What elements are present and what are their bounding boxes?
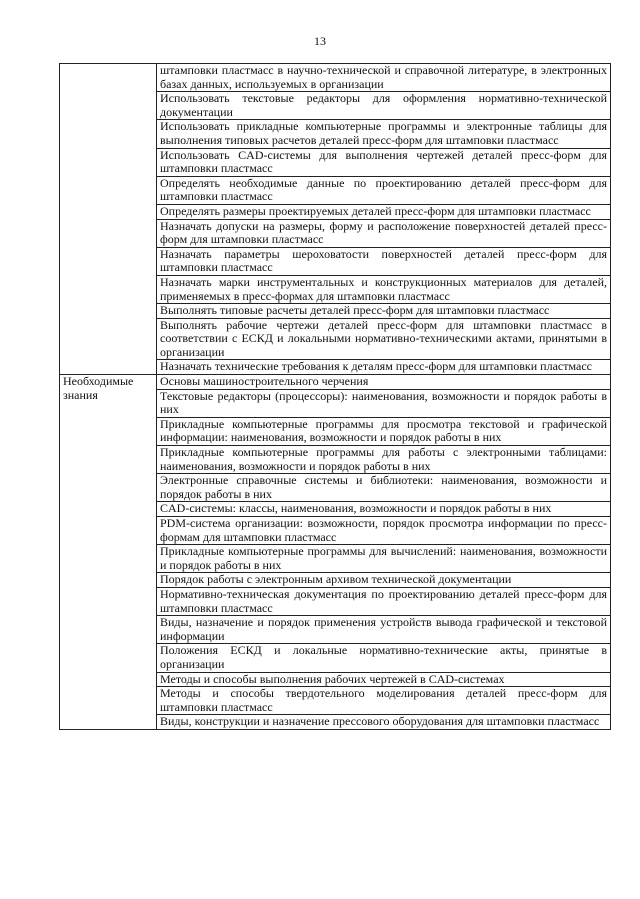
skill-item: Определять необходимые данные по проектированию деталей пресс-форм для штамповки пластмасс: [157, 176, 611, 204]
table-row: [60, 375, 611, 390]
knowledge-item: PDM-система организации: возможности, порядок просмотра информации по пресс-формам для штамповки пластмасс: [157, 517, 611, 545]
skill-item: Выполнять рабочие чертежи деталей пресс-форм для штамповки пластмасс в соответствии с ЕСКД и локальными нормативно-техническими актами, принятыми в организации: [157, 318, 611, 360]
skill-item: Назначать параметры шероховатости поверхностей деталей пресс-форм для штамповки пластмасс: [157, 247, 611, 275]
knowledge-item: Методы и способы твердотельного моделирования деталей пресс-форм для штамповки пластмасс: [157, 687, 611, 715]
knowledge-item: Основы машиностроительного черчения: [157, 375, 611, 390]
knowledge-item: Методы и способы выполнения рабочих чертежей в CAD-системах: [157, 672, 611, 687]
knowledge-item: Электронные справочные системы и библиотеки: наименования, возможности и порядок работы в них: [157, 474, 611, 502]
page-number: 13: [314, 34, 326, 48]
skill-item: Выполнять типовые расчеты деталей пресс-форм для штамповки пластмасс: [157, 304, 611, 319]
knowledge-item: Нормативно-техническая документация по проектированию деталей пресс-форм для штамповки пластмасс: [157, 587, 611, 615]
skill-item: Назначать технические требования к деталям пресс-форм для штамповки пластмасс: [157, 360, 611, 375]
knowledge-item: Порядок работы с электронным архивом технической документации: [157, 573, 611, 588]
skill-item: Использовать прикладные компьютерные программы и электронные таблицы для выполнения типовых расчетов деталей пресс-форм для штамповки пластмасс: [157, 120, 611, 148]
skills-label-cell: [60, 64, 157, 375]
table-row: [60, 64, 611, 92]
skill-item: штамповки пластмасс в научно-технической и справочной литературе, в электронных базах данных, используемых в организации: [157, 64, 611, 92]
knowledge-label: Необходимые знания: [60, 375, 157, 730]
skill-item: Использовать CAD-системы для выполнения чертежей деталей пресс-форм для штамповки пластмасс: [157, 148, 611, 176]
knowledge-item: Виды, назначение и порядок применения устройств вывода графической и текстовой информации: [157, 616, 611, 644]
knowledge-item: Прикладные компьютерные программы для просмотра текстовой и графической информации: наименования, возможности и порядок работы в них: [157, 417, 611, 445]
knowledge-item: Прикладные компьютерные программы для вычислений: наименования, возможности и порядок работы в них: [157, 545, 611, 573]
knowledge-item: Виды, конструкции и назначение прессового оборудования для штамповки пластмасс: [157, 715, 611, 730]
requirements-table: [59, 63, 611, 730]
knowledge-item: CAD-системы: классы, наименования, возможности и порядок работы в них: [157, 502, 611, 517]
skill-item: Назначать допуски на размеры, форму и расположение поверхностей деталей пресс-форм для штамповки пластмасс: [157, 219, 611, 247]
skill-item: Использовать текстовые редакторы для оформления нормативно-технической документации: [157, 92, 611, 120]
knowledge-item: Положения ЕСКД и локальные нормативно-технические акты, принятые в организации: [157, 644, 611, 672]
knowledge-item: Текстовые редакторы (процессоры): наименования, возможности и порядок работы в них: [157, 389, 611, 417]
skill-item: Определять размеры проектируемых деталей пресс-форм для штамповки пластмасс: [157, 204, 611, 219]
knowledge-item: Прикладные компьютерные программы для работы с электронными таблицами: наименования, возможности и порядок работы в них: [157, 446, 611, 474]
skill-item: Назначать марки инструментальных и конструкционных материалов для деталей, применяемых в пресс-формах для штамповки пластмасс: [157, 275, 611, 303]
